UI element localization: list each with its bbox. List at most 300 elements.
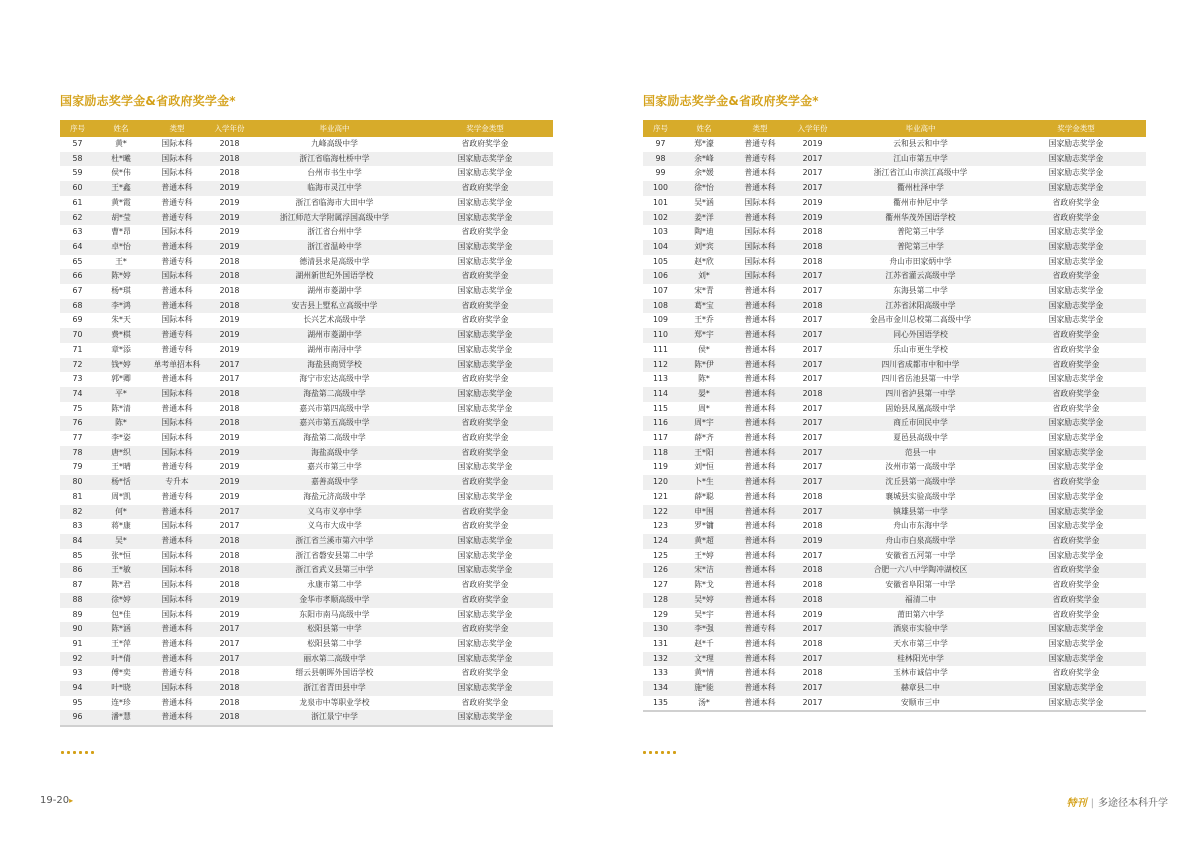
cell-school: 沈丘县第一高级中学	[835, 475, 1006, 490]
cell-name: 包*佳	[111, 609, 131, 619]
cell-index: 66	[60, 269, 95, 284]
table-row	[60, 166, 553, 181]
cell-scholarship: 国家励志奖学金	[457, 609, 513, 619]
cell-index: 82	[60, 505, 95, 520]
cell-year: 2018	[802, 638, 823, 648]
cell-index: 117	[653, 433, 668, 443]
cell-year: 2018	[207, 269, 252, 284]
cell-year: 2018	[207, 152, 252, 167]
cell-name: 卓*怡	[95, 240, 147, 255]
cell-scholarship: 国家励志奖学金	[417, 240, 553, 255]
cell-index: 87	[72, 580, 83, 590]
cell-school: 合肥一六八中学陶冲湖校区	[835, 563, 1006, 578]
table-row	[643, 358, 1146, 373]
table-row	[643, 446, 1146, 461]
cell-scholarship: 省政府奖学金	[461, 697, 509, 707]
cell-name: 薛*聪	[694, 491, 714, 501]
cell-school: 浙江省江山市滨江高级中学	[873, 168, 968, 178]
footer-brand: 特刊	[1066, 798, 1087, 809]
cell-name: 陈*伊	[678, 358, 730, 373]
cell-type: 普通本科	[730, 387, 790, 402]
table-row	[643, 211, 1146, 226]
cell-year: 2017	[802, 550, 823, 560]
cell-type: 国际本科	[744, 227, 776, 237]
cell-year: 2019	[219, 609, 240, 619]
cell-index: 81	[72, 491, 83, 501]
cell-year: 2017	[207, 622, 252, 637]
cell-school: 湖州市南浔中学	[307, 344, 362, 354]
cell-index: 127	[653, 580, 668, 590]
cell-type: 普通专科	[161, 344, 193, 354]
cell-type: 国际本科	[161, 521, 193, 531]
cell-name: 周*	[698, 403, 710, 413]
cell-scholarship: 省政府奖学金	[1006, 328, 1146, 343]
cell-name: 汤*	[678, 696, 730, 712]
cell-name: 陈*	[95, 416, 147, 431]
cell-school: 浙江省武义县第三中学	[252, 563, 417, 578]
cell-scholarship: 国家励志奖学金	[1048, 139, 1104, 148]
table-row	[60, 505, 553, 520]
cell-year: 2017	[790, 505, 835, 520]
left-scholarship-table	[60, 120, 553, 727]
cell-school: 四川省泸县第一中学	[835, 387, 1006, 402]
cell-index: 131	[653, 638, 668, 648]
cell-school: 海盐第二高级中学	[303, 433, 366, 443]
cell-name: 朱*天	[111, 315, 131, 325]
table-row	[643, 608, 1146, 623]
cell-type: 普通本科	[730, 534, 790, 549]
cell-year: 2018	[802, 227, 823, 237]
table-row	[643, 372, 1146, 387]
cell-scholarship: 国家励志奖学金	[417, 710, 553, 726]
cell-index: 98	[643, 152, 678, 167]
cell-type: 普通专科	[161, 668, 193, 678]
cell-type: 普通专科	[147, 211, 207, 226]
table-row	[643, 549, 1146, 564]
cell-index: 123	[653, 521, 668, 531]
cell-scholarship: 省政府奖学金	[417, 505, 553, 520]
cell-name: 刘*恒	[694, 462, 714, 472]
cell-name: 葛*宝	[678, 299, 730, 314]
table-row	[60, 519, 553, 534]
table-row	[643, 166, 1146, 181]
cell-year: 2019	[802, 197, 823, 207]
cell-type: 普通本科	[744, 638, 776, 648]
cell-school: 普陀第三中学	[897, 227, 944, 237]
table-row	[643, 181, 1146, 196]
cell-school: 江山市第五中学	[835, 152, 1006, 167]
cell-name: 王*	[115, 256, 127, 266]
cell-scholarship: 国家励志奖学金	[1048, 256, 1104, 266]
table-row	[643, 681, 1146, 696]
cell-scholarship: 省政府奖学金	[1006, 358, 1146, 373]
table-row	[643, 387, 1146, 402]
cell-scholarship: 国家励志奖学金	[457, 638, 513, 648]
cell-scholarship: 国家励志奖学金	[417, 328, 553, 343]
table-row	[643, 152, 1146, 167]
table-row	[60, 284, 553, 299]
cell-index: 106	[643, 269, 678, 284]
cell-year: 2019	[207, 593, 252, 608]
cell-name: 张*恒	[111, 550, 131, 560]
cell-scholarship: 省政府奖学金	[461, 139, 509, 148]
cell-school: 安顺市三中	[835, 696, 1006, 712]
table-row	[60, 299, 553, 314]
cell-year: 2017	[802, 168, 823, 178]
table-row	[60, 387, 553, 402]
cell-name: 蒋*康	[111, 521, 131, 531]
cell-school: 衢州杜泽中学	[835, 181, 1006, 196]
cell-scholarship: 国家励志奖学金	[1048, 638, 1104, 648]
cell-type: 国际本科	[744, 197, 776, 207]
cell-scholarship: 国家励志奖学金	[1006, 696, 1146, 712]
cell-name: 陈*君	[111, 580, 131, 590]
cell-school: 海盐元济高级中学	[303, 491, 366, 501]
table-row	[643, 225, 1146, 240]
table-row	[60, 446, 553, 461]
table-row	[60, 563, 553, 578]
cell-school: 福清二中	[835, 593, 1006, 608]
cell-school: 汝州市第一高级中学	[885, 462, 956, 472]
cell-name: 王*乔	[694, 315, 714, 325]
cell-type: 国际本科	[161, 227, 193, 237]
table-row	[643, 284, 1146, 299]
cell-name: 姜*洋	[678, 211, 730, 226]
cell-name: 王*萍	[111, 638, 131, 648]
cell-type: 普通本科	[730, 696, 790, 712]
cell-type: 普通本科	[744, 433, 776, 443]
cell-type: 普通专科	[161, 256, 193, 266]
cell-index: 104	[643, 240, 678, 255]
table-row	[643, 637, 1146, 652]
cell-year: 2018	[219, 550, 240, 560]
cell-scholarship: 省政府奖学金	[461, 374, 509, 384]
cell-scholarship: 国家励志奖学金	[417, 534, 553, 549]
cell-type: 普通本科	[147, 710, 207, 726]
cell-name: 杨*恬	[95, 475, 147, 490]
cell-name: 吴*婷	[678, 593, 730, 608]
cell-index: 67	[72, 286, 83, 296]
cell-school: 浙江省青田县中学	[252, 681, 417, 696]
table-row	[60, 402, 553, 417]
left-table-header-row	[60, 120, 553, 137]
cell-index: 73	[72, 374, 83, 384]
cell-school: 海盐县商贸学校	[252, 358, 417, 373]
cell-type: 普通本科	[730, 563, 790, 578]
cell-type: 普通本科	[730, 358, 790, 373]
cell-name: 施*能	[678, 681, 730, 696]
cell-type: 普通本科	[730, 446, 790, 461]
cell-name: 杨*琪	[111, 286, 131, 296]
cell-year: 2017	[207, 652, 252, 667]
table-row	[643, 255, 1146, 270]
header-index: 序号	[653, 124, 668, 133]
cell-name: 胡*莹	[95, 211, 147, 226]
cell-school: 浙江景宁中学	[252, 710, 417, 726]
cell-school: 玉林市诚信中学	[893, 668, 948, 678]
cell-type: 普通本科	[730, 211, 790, 226]
table-row	[60, 181, 553, 196]
cell-year: 2017	[802, 403, 823, 413]
table-row	[643, 460, 1146, 475]
table-row	[60, 549, 553, 564]
cell-name: 陶*迪	[694, 227, 714, 237]
cell-year: 2018	[790, 240, 835, 255]
cell-type: 国际本科	[147, 387, 207, 402]
cell-name: 宋*青	[694, 286, 714, 296]
cell-scholarship: 国家励志奖学金	[457, 403, 513, 413]
cell-type: 国际本科	[744, 256, 776, 266]
table-row	[60, 372, 553, 387]
cell-school: 义乌市义亭中学	[252, 505, 417, 520]
table-row	[60, 637, 553, 652]
cell-type: 国际本科	[730, 269, 790, 284]
cell-school: 九峰高级中学	[311, 139, 358, 148]
cell-school: 江苏省沭阳高级中学	[835, 299, 1006, 314]
cell-index: 125	[653, 550, 668, 560]
cell-year: 2019	[219, 315, 240, 325]
cell-scholarship: 国家励志奖学金	[1006, 652, 1146, 667]
cell-year: 2017	[790, 269, 835, 284]
cell-scholarship: 省政府奖学金	[461, 521, 509, 531]
cell-school: 海盐第二高级中学	[252, 387, 417, 402]
cell-scholarship: 省政府奖学金	[1052, 668, 1100, 678]
cell-index: 102	[643, 211, 678, 226]
table-row	[60, 460, 553, 475]
cell-type: 普通本科	[744, 609, 776, 619]
cell-year: 2018	[219, 256, 240, 266]
cell-school: 云和县云和中学	[893, 139, 948, 148]
table-row	[60, 255, 553, 270]
cell-scholarship: 省政府奖学金	[417, 299, 553, 314]
cell-type: 单考单招本科	[147, 358, 207, 373]
table-row	[643, 534, 1146, 549]
table-row	[60, 534, 553, 549]
cell-school: 缙云县朝晖外国语学校	[295, 668, 374, 678]
cell-school: 酒泉市实验中学	[835, 622, 1006, 637]
cell-school: 乐山市更生学校	[893, 344, 948, 354]
cell-type: 国际本科	[147, 681, 207, 696]
cell-scholarship: 国家励志奖学金	[1006, 181, 1146, 196]
cell-type: 普通专科	[730, 152, 790, 167]
cell-scholarship: 省政府奖学金	[1052, 580, 1100, 590]
cell-school: 浙江省临海杜桥中学	[252, 152, 417, 167]
cell-year: 2018	[790, 563, 835, 578]
cell-school: 天水市第三中学	[893, 638, 948, 648]
table-row	[643, 505, 1146, 520]
cell-scholarship: 省政府奖学金	[1006, 475, 1146, 490]
table-row	[60, 313, 553, 328]
cell-type: 普通本科	[744, 462, 776, 472]
cell-index: 79	[72, 462, 83, 472]
cell-name: 平*	[95, 387, 147, 402]
cell-name: 黄*情	[694, 668, 714, 678]
cell-index: 60	[60, 181, 95, 196]
cell-year: 2019	[207, 446, 252, 461]
cell-index: 68	[60, 299, 95, 314]
cell-index: 88	[60, 593, 95, 608]
cell-year: 2018	[219, 139, 240, 148]
cell-year: 2019	[790, 211, 835, 226]
cell-year: 2019	[207, 240, 252, 255]
cell-name: 郑*濠	[694, 139, 714, 148]
cell-scholarship: 省政府奖学金	[461, 433, 509, 443]
cell-index: 133	[653, 668, 668, 678]
cell-name: 薛*齐	[694, 433, 714, 443]
cell-scholarship: 省政府奖学金	[461, 315, 509, 325]
cell-year: 2017	[219, 374, 240, 384]
cell-index: 124	[643, 534, 678, 549]
cell-name: 余*峰	[678, 152, 730, 167]
cell-year: 2017	[802, 286, 823, 296]
table-row	[643, 578, 1146, 593]
table-row	[643, 402, 1146, 417]
cell-scholarship: 省政府奖学金	[1006, 269, 1146, 284]
cell-index: 72	[60, 358, 95, 373]
cell-school: 安徽省阜阳第一中学	[885, 580, 956, 590]
cell-index: 90	[60, 622, 95, 637]
page-number	[40, 795, 73, 806]
cell-school: 镇雄县第一中学	[835, 505, 1006, 520]
cell-type: 普通专科	[744, 139, 776, 148]
cell-year: 2019	[219, 462, 240, 472]
cell-scholarship: 国家励志奖学金	[457, 168, 513, 178]
cell-year: 2018	[802, 580, 823, 590]
cell-year: 2017	[207, 505, 252, 520]
cell-scholarship: 国家励志奖学金	[1048, 462, 1104, 472]
cell-year: 2017	[790, 652, 835, 667]
cell-type: 国际本科	[161, 609, 193, 619]
cell-name: 罗*镛	[694, 521, 714, 531]
cell-index: 57	[72, 139, 83, 148]
left-panel	[60, 92, 553, 727]
cell-school: 固始县凤凰高级中学	[885, 403, 956, 413]
cell-index: 86	[60, 563, 95, 578]
cell-name: 晏*	[678, 387, 730, 402]
cell-type: 普通专科	[161, 491, 193, 501]
cell-scholarship: 国家励志奖学金	[457, 462, 513, 472]
table-row	[60, 152, 553, 167]
cell-index: 134	[643, 681, 678, 696]
cell-scholarship: 国家励志奖学金	[1006, 416, 1146, 431]
cell-year: 2017	[219, 521, 240, 531]
cell-name: 吴*宇	[694, 609, 714, 619]
table-row	[643, 622, 1146, 637]
cell-name: 曹*昂	[111, 227, 131, 237]
cell-year: 2019	[207, 211, 252, 226]
cell-scholarship: 国家励志奖学金	[1006, 505, 1146, 520]
table-row	[643, 593, 1146, 608]
cell-type: 国际本科	[147, 563, 207, 578]
cell-index: 105	[653, 256, 668, 266]
table-row	[60, 196, 553, 211]
cell-school: 夏邑县高级中学	[893, 433, 948, 443]
cell-type: 普通专科	[730, 622, 790, 637]
cell-name: 文*理	[678, 652, 730, 667]
cell-school: 浙江省温岭中学	[252, 240, 417, 255]
cell-school: 台州市书生中学	[307, 168, 362, 178]
cell-index: 116	[643, 416, 678, 431]
cell-year: 2017	[790, 622, 835, 637]
cell-school: 嘉兴市第三中学	[307, 462, 362, 472]
cell-scholarship: 省政府奖学金	[1006, 534, 1146, 549]
cell-index: 119	[653, 462, 668, 472]
cell-name: 赵*千	[694, 638, 714, 648]
cell-name: 余*媛	[694, 168, 714, 178]
cell-index: 70	[60, 328, 95, 343]
header-school: 毕业高中	[319, 124, 350, 133]
cell-name: 郭*卿	[111, 374, 131, 384]
cell-type: 普通本科	[147, 181, 207, 196]
cell-name: 连*珍	[111, 697, 131, 707]
cell-index: 109	[653, 315, 668, 325]
table-row	[643, 696, 1146, 712]
cell-scholarship: 省政府奖学金	[461, 227, 509, 237]
cell-name: 陈*戈	[694, 580, 714, 590]
cell-index: 75	[72, 403, 83, 413]
cell-index: 64	[60, 240, 95, 255]
cell-year: 2017	[802, 374, 823, 384]
cell-scholarship: 国家励志奖学金	[417, 152, 553, 167]
cell-scholarship: 国家励志奖学金	[1048, 433, 1104, 443]
table-row	[60, 710, 553, 726]
cell-year: 2018	[207, 710, 252, 726]
cell-index: 71	[72, 344, 83, 354]
footer-separator: |	[1090, 798, 1094, 809]
cell-index: 69	[72, 315, 83, 325]
cell-scholarship: 国家励志奖学金	[457, 197, 513, 207]
cell-type: 普通本科	[744, 403, 776, 413]
cell-school: 义乌市大成中学	[307, 521, 362, 531]
cell-year: 2019	[802, 139, 823, 148]
cell-scholarship: 国家励志奖学金	[1006, 681, 1146, 696]
cell-school: 金昌市金川总校第二高级中学	[869, 315, 972, 325]
cell-scholarship: 省政府奖学金	[1052, 344, 1100, 354]
cell-type: 普通本科	[147, 652, 207, 667]
cell-scholarship: 省政府奖学金	[417, 416, 553, 431]
cell-scholarship: 国家励志奖学金	[457, 256, 513, 266]
cell-school: 湖州市菱湖中学	[307, 286, 362, 296]
cell-name: 王*敏	[95, 563, 147, 578]
cell-year: 2018	[207, 387, 252, 402]
cell-index: 129	[653, 609, 668, 619]
right-panel	[643, 92, 1146, 712]
table-row	[643, 313, 1146, 328]
cell-year: 2017	[219, 638, 240, 648]
cell-school: 莆田第六中学	[897, 609, 944, 619]
cell-school: 桂林阳光中学	[835, 652, 1006, 667]
cell-index: 107	[653, 286, 668, 296]
cell-index: 112	[643, 358, 678, 373]
cell-scholarship: 国家励志奖学金	[457, 491, 513, 501]
cell-year: 2017	[207, 358, 252, 373]
cell-type: 国际本科	[147, 152, 207, 167]
cell-type: 国际本科	[161, 580, 193, 590]
cell-index: 63	[72, 227, 83, 237]
cell-type: 普通本科	[744, 550, 776, 560]
cell-index: 120	[643, 475, 678, 490]
page-number-text: 19-20	[40, 795, 70, 806]
table-row	[60, 622, 553, 637]
cell-year: 2017	[802, 315, 823, 325]
cell-school: 舟山市白泉高级中学	[835, 534, 1006, 549]
cell-year: 2018	[802, 491, 823, 501]
cell-year: 2018	[790, 387, 835, 402]
cell-scholarship: 国家励志奖学金	[417, 387, 553, 402]
cell-scholarship: 国家励志奖学金	[1006, 299, 1146, 314]
table-row	[60, 137, 553, 152]
cell-school: 湖州新世纪外国语学校	[252, 269, 417, 284]
